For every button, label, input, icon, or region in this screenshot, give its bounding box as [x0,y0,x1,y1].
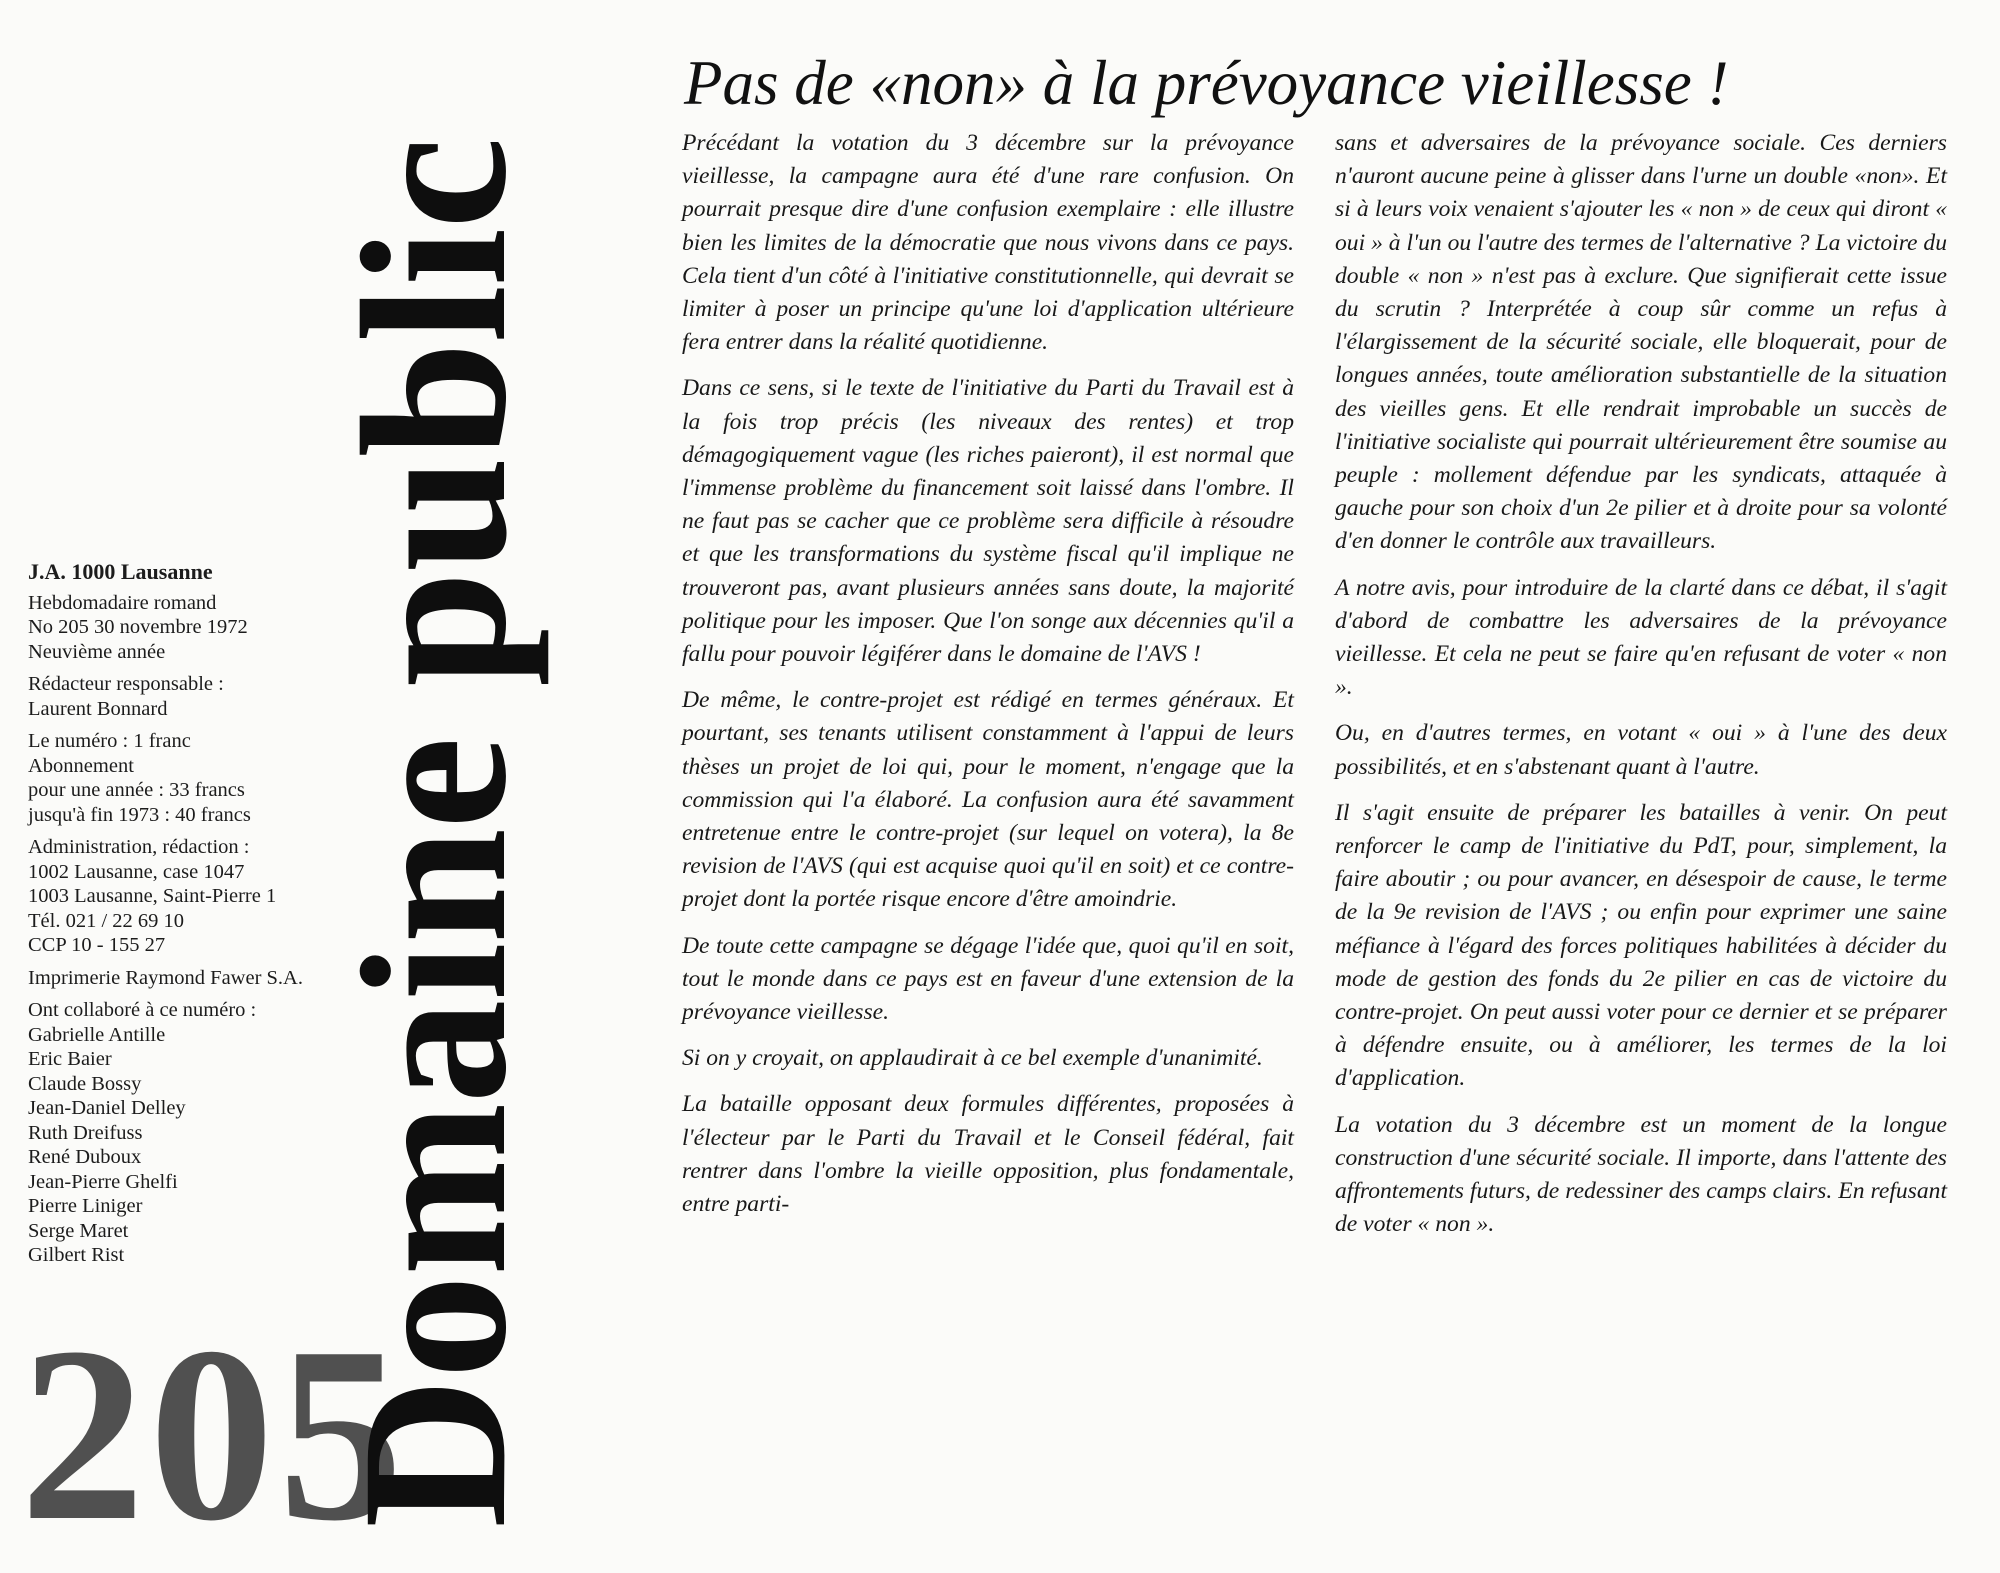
issue-number: 205 [20,1296,407,1573]
paragraph: La bataille opposant deux formules différentes, proposées à l'électeur par le Parti du Travail et le Conseil fédéral, fait rentrer dans l'ombre la vieille opposition, plus fondamentale, entre parti- [682,1091,1294,1218]
contributors-label: Ont collaboré à ce numéro : [28,999,257,1021]
article-headline: Pas de «non» à la prévoyance vieillesse ! [684,48,1729,118]
paragraph: De toute cette campagne se dégage l'idée que, quoi qu'il en soit, tout le monde dans ce pays est en faveur d'une extension de la prévoyance vieillesse. [682,932,1294,1026]
postal-account: CCP 10 - 155 27 [28,934,166,956]
contributor: Pierre Liniger [28,1195,143,1217]
admin-label: Administration, rédaction : [28,836,250,858]
printer: Imprimerie Raymond Fawer S.A. [28,966,303,989]
contributor: Jean-Daniel Delley [28,1097,186,1119]
postal-line: J.A. 1000 Lausanne [28,559,213,584]
admin-address-1: 1002 Lausanne, case 1047 [28,860,245,883]
contributor: Gilbert Rist [28,1244,125,1266]
publication-type: Hebdomadaire romand [28,591,217,614]
paragraph: Il s'agit ensuite de préparer les batailles à venir. On peut renforcer le camp de l'initiative du PdT, pour, simplement, la faire aboutir ; ou pour avancer, en désespoir de cause, le terme de la 9e revision de l'AVS ; ou enfin pour exprimer une saine méfiance à l'égard des forces politiques habilitées à décider du mode de gestion des fonds du 2e pilier en cas de victoire du contre-projet. On peut aussi voter pour ce dernier et se préparer à défendre ensuite, ou à améliorer, les termes de la loi d'application. [1335,799,1947,1092]
subscription-label: Abonnement [28,754,134,777]
subscription-year: pour une année : 33 francs [28,779,245,801]
paragraph: De même, le contre-projet est rédigé en termes généraux. Et pourtant, ses tenants utilisent constamment à l'appui de leurs thèses un projet de loi qui, pour le moment, n'engage que la commission qui l'a élaboré. La confusion aura été savamment entretenue entre le contre-projet (sur lequel on votera), la 8e revision de l'AVS (qui est acquise quoi qu'il en soit) et ce contre-projet dont la portée risque encore d'être amoindrie. [682,687,1294,913]
editor-label: Rédacteur responsable : [28,673,224,695]
brand-title: Domaine public [319,137,549,1528]
paragraph: sans et adversaires de la prévoyance sociale. Ces derniers n'auront aucune peine à glisser dans l'urne un double «non». Et si à leurs voix venaient s'ajouter les « non » de ceux qui diront « oui » à l'un ou l'autre des termes de l'alternative ? La victoire du double « non » n'est pas à exclure. Que signifierait cette issue du scrutin ? Interprétée à coup sûr comme un refus à l'élargissement de la sécurité sociale, elle bloquerait, pour de longues années, toute amélioration substantielle de la situation des vieilles gens. Et elle rendrait improbable un succès de l'initiative socialiste qui pourrait ultérieurement être soumise au peuple : mollement défendue par les syndicats, attaquée à gauche pour son choix d'un 2e pilier et à droite pour sa volonté d'en donner le contrôle aux travailleurs. [1335,130,1947,555]
contributor: Ruth Dreifuss [28,1121,143,1144]
editor-name: Laurent Bonnard [28,697,168,720]
phone: Tél. 021 / 22 69 10 [28,909,185,932]
contributor: Eric Baier [28,1048,112,1070]
subscription-1973: jusqu'à fin 1973 : 40 francs [28,803,251,826]
contributor: Gabrielle Antille [28,1023,166,1046]
article-column-2 [1335,127,1947,1255]
paragraph: A notre avis, pour introduire de la clarté dans ce débat, il s'agit d'abord de combattre les adversaires de la prévoyance vieillesse. Et cela ne peut se faire qu'en refusant de voter « non ». [1335,574,1947,701]
contributor: Serge Maret [28,1219,129,1242]
issue-date: No 205 30 novembre 1972 [28,616,248,638]
paragraph: La votation du 3 décembre est un moment de la longue construction d'une sécurité sociale. Il importe, dans l'attente des affrontements futurs, de redessiner des camps clairs. En refusant de voter « non ». [1335,1111,1947,1238]
price: Le numéro : 1 franc [28,730,191,752]
contributor: Jean-Pierre Ghelfi [28,1170,178,1193]
paragraph: Si on y croyait, on applaudirait à ce bel exemple d'unanimité. [682,1045,1263,1072]
volume-year: Neuvième année [28,640,166,663]
paragraph: Ou, en d'autres termes, en votant « oui » à l'une des deux possibilités, et en s'abstenant quant à l'autre. [1335,720,1947,780]
paragraph: Dans ce sens, si le texte de l'initiative du Parti du Travail est à la fois trop précis (les niveaux des rentes) et trop démagogiquement vague (les riches paieront), il est normal que l'immense problème du financement soit laissé dans l'ombre. Il ne faut pas se cacher que ce problème sera difficile à résoudre et que les transformations du système fiscal qu'il implique ne trouveront pas, avant plusieurs années sans doute, la majorité politique pour les imposer. Que l'on songe aux décennies qu'il a fallu pour pouvoir légiférer dans le domaine de l'AVS ! [682,375,1294,668]
admin-address-2: 1003 Lausanne, Saint-Pierre 1 [28,885,277,907]
paragraph: Précédant la votation du 3 décembre sur la prévoyance vieillesse, la campagne aura été d'une rare confusion. On pourrait presque dire d'une confusion exemplaire : elle illustre bien les limites de la démocratie que nous vivons dans ce pays. Cela tient d'un côté à l'initiative constitutionnelle, qui devrait se limiter à poser un principe qu'une loi d'application ultérieure fera entrer dans la réalité quotidienne. [682,130,1294,356]
contributor: Claude Bossy [28,1072,142,1095]
article-column-1 [682,127,1294,1234]
contributor: René Duboux [28,1146,142,1168]
